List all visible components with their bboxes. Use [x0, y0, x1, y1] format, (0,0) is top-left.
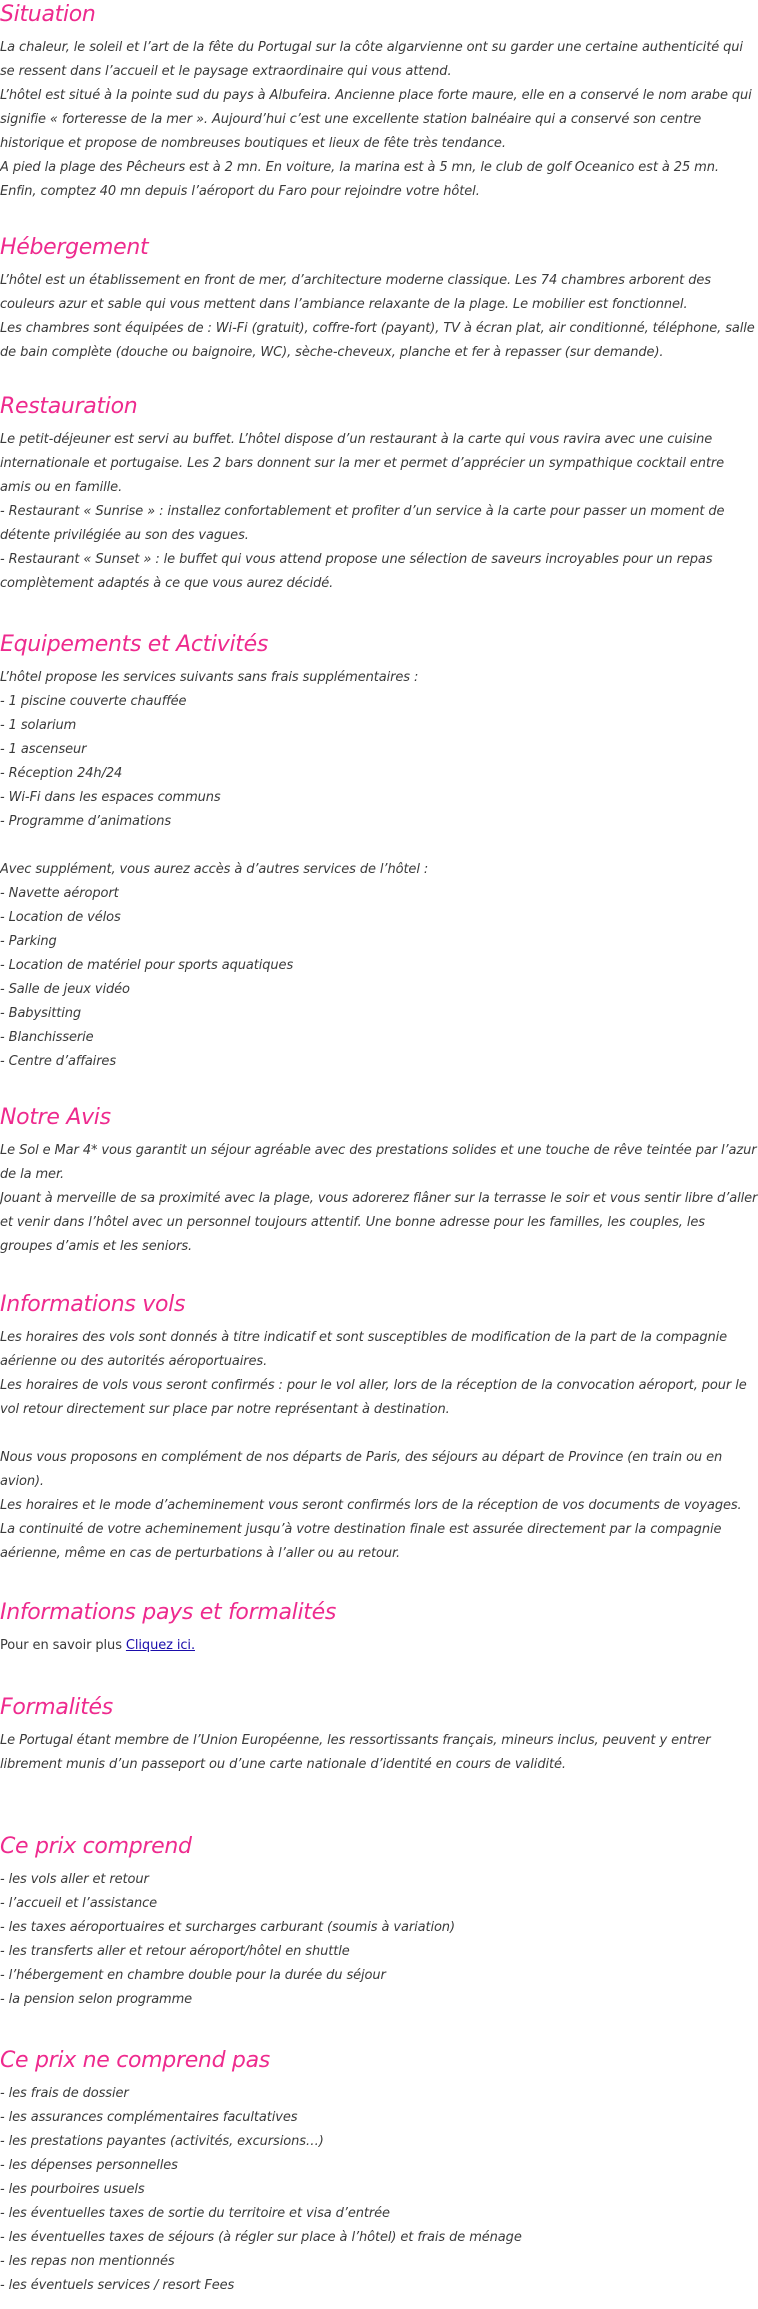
section-line: Les horaires et le mode d’acheminement vous seront confirmés lors de la réception de vos documents de voyages. [0, 1498, 742, 1513]
section-vols [0, 1290, 758, 1566]
section-line: - Wi-Fi dans les espaces communs [0, 790, 221, 805]
section-title-hebergement: Hébergement [0, 235, 149, 260]
section-title-ne-comprend-pas: Ce prix ne comprend pas [0, 2048, 270, 2073]
section-line: - les prestations payantes (activités, excursions…) [0, 2134, 324, 2149]
section-line: - Centre d’affaires [0, 1054, 117, 1069]
section-line: - Location de vélos [0, 910, 121, 925]
section-line: La continuité de votre acheminement jusqu’à votre destination finale est assurée directement par la compagnie aérienne, même en cas de perturbations à l’aller ou au retour. [0, 1522, 722, 1561]
section-body-restauration [0, 428, 758, 596]
section-line: - les dépenses personnelles [0, 2158, 178, 2173]
section-ne-comprend-pas [0, 2046, 758, 2298]
section-line: L’hôtel est un établissement en front de mer, d’architecture moderne classique. Les 74 chambres arborent des couleurs azur et sable qui vous mettent dans l’ambiance relaxante de la plage. Le mobilier est fonctionnel. [0, 273, 711, 312]
section-title-formalites: Formalités [0, 1695, 113, 1720]
section-body-equipements [0, 666, 758, 1074]
section-body-hebergement [0, 269, 758, 365]
section-line: - les éventuels services / resort Fees [0, 2278, 235, 2293]
section-line: Le Sol e Mar 4* vous garantit un séjour agréable avec des prestations solides et une touche de rêve teintée par l’azur de la mer. [0, 1143, 757, 1182]
section-line: Les chambres sont équipées de : Wi-Fi (gratuit), coffre-fort (payant), TV à écran plat, air conditionné, téléphone, salle de bain complète (douche ou baignoire, WC), sèche-cheveux, planche et fer à repasser (sur demande). [0, 321, 755, 360]
section-line: - Parking [0, 934, 57, 949]
section-line: Les horaires de vols vous seront confirmés : pour le vol aller, lors de la réception de la convocation aéroport, pour le vol retour directement sur place par notre représentant à destination. [0, 1378, 747, 1417]
section-title-situation: Situation [0, 2, 96, 27]
section-line: - 1 solarium [0, 718, 77, 733]
section-line: - Restaurant « Sunrise » : installez confortablement et profiter d’un service à la carte pour passer un moment de détente privilégiée au son des vagues. [0, 504, 725, 543]
section-line: Nous vous proposons en complément de nos départs de Paris, des séjours au départ de Province (en train ou en avion). [0, 1450, 723, 1489]
section-restauration [0, 392, 758, 596]
section-title-equipements: Equipements et Activités [0, 632, 269, 657]
section-line: Avec supplément, vous aurez accès à d’autres services de l’hôtel : [0, 862, 429, 877]
section-line [0, 834, 758, 858]
section-body-avis [0, 1139, 758, 1259]
section-situation [0, 0, 758, 204]
section-line: La chaleur, le soleil et l’art de la fête du Portugal sur la côte algarvienne ont su garder une certaine authenticité qui se ressent dans l’accueil et le paysage extraordinaire qui vous attend. [0, 40, 743, 79]
section-body-vols [0, 1326, 758, 1566]
section-line: - Réception 24h/24 [0, 766, 123, 781]
section-line: - l’accueil et l’assistance [0, 1896, 158, 1911]
section-line [0, 1422, 758, 1446]
section-line: - Blanchisserie [0, 1030, 94, 1045]
section-line: Les horaires des vols sont donnés à titre indicatif et sont susceptibles de modification de la part de la compagnie aérienne ou des autorités aéroportuaires. [0, 1330, 728, 1369]
section-title-vols: Informations vols [0, 1292, 186, 1317]
section-line: - Salle de jeux vidéo [0, 982, 130, 997]
section-formalites [0, 1693, 758, 1777]
section-line: A pied la plage des Pêcheurs est à 2 mn. En voiture, la marina est à 5 mn, le club de golf Oceanico est à 25 mn. [0, 160, 719, 175]
section-line: - 1 ascenseur [0, 742, 87, 757]
section-line: - les repas non mentionnés [0, 2254, 175, 2269]
section-line: Le Portugal étant membre de l’Union Européenne, les ressortissants français, mineurs inclus, peuvent y entrer librement munis d’un passeport ou d’une carte nationale d’identité en cours de validité. [0, 1733, 711, 1772]
section-line: - la pension selon programme [0, 1992, 193, 2007]
section-line: L’hôtel est situé à la pointe sud du pays à Albufeira. Ancienne place forte maure, elle en a conservé le nom arabe qui signifie « forteresse de la mer ». Aujourd’hui c’est une excellente station balnéaire qui a conservé son centre historique et propose de nombreuses boutiques et lieux de fête très tendance. [0, 88, 752, 151]
section-line: - Restaurant « Sunset » : le buffet qui vous attend propose une sélection de saveurs incroyables pour un repas complètement adaptés à ce que vous aurez décidé. [0, 552, 713, 591]
section-line: - les pourboires usuels [0, 2182, 145, 2197]
section-line: Le petit-déjeuner est servi au buffet. L’hôtel dispose d’un restaurant à la carte qui vous ravira avec une cuisine internationale et portugaise. Les 2 bars donnent sur la mer et permet d’apprécier un sympathique cocktail entre amis ou en famille. [0, 432, 725, 495]
section-body-ne-comprend-pas [0, 2082, 758, 2298]
section-line: Enfin, comptez 40 mn depuis l’aéroport du Faro pour rejoindre votre hôtel. [0, 184, 480, 199]
section-line: - Navette aéroport [0, 886, 119, 901]
section-pays [0, 1598, 758, 1658]
section-line: - Location de matériel pour sports aquatiques [0, 958, 294, 973]
section-title-avis: Notre Avis [0, 1105, 111, 1130]
section-line: - l’hébergement en chambre double pour la durée du séjour [0, 1968, 386, 1983]
section-line: - Babysitting [0, 1006, 82, 1021]
section-line: - Programme d’animations [0, 814, 172, 829]
section-line: - les éventuelles taxes de séjours (à régler sur place à l’hôtel) et frais de ménage [0, 2230, 522, 2245]
country-info-link[interactable]: Cliquez ici. [125, 1638, 195, 1653]
link-intro-text: Pour en savoir plus [0, 1638, 122, 1653]
section-title-restauration: Restauration [0, 394, 138, 419]
section-line: - les transferts aller et retour aéroport/hôtel en shuttle [0, 1944, 350, 1959]
section-title-pays: Informations pays et formalités [0, 1600, 336, 1625]
section-comprend [0, 1832, 758, 2012]
section-avis [0, 1103, 758, 1259]
section-line: - les éventuelles taxes de sortie du territoire et visa d’entrée [0, 2206, 390, 2221]
section-body-situation [0, 36, 758, 204]
section-equipements [0, 630, 758, 1074]
section-line: - les frais de dossier [0, 2086, 129, 2101]
section-hebergement [0, 233, 758, 365]
section-line [0, 1634, 758, 1658]
section-line: - les vols aller et retour [0, 1872, 149, 1887]
section-title-comprend: Ce prix comprend [0, 1834, 192, 1859]
section-line: Jouant à merveille de sa proximité avec la plage, vous adorerez flâner sur la terrasse le soir et vous sentir libre d’aller et venir dans l’hôtel avec un personnel toujours attentif. Une bonne adresse pour les familles, les couples, les groupes d’amis et les seniors. [0, 1191, 758, 1254]
section-line: - 1 piscine couverte chauffée [0, 694, 187, 709]
section-body-pays [0, 1634, 758, 1658]
section-line: - les assurances complémentaires facultatives [0, 2110, 298, 2125]
section-line: L’hôtel propose les services suivants sans frais supplémentaires : [0, 670, 419, 685]
section-line: - les taxes aéroportuaires et surcharges carburant (soumis à variation) [0, 1920, 455, 1935]
section-body-comprend [0, 1868, 758, 2012]
section-body-formalites [0, 1729, 758, 1777]
